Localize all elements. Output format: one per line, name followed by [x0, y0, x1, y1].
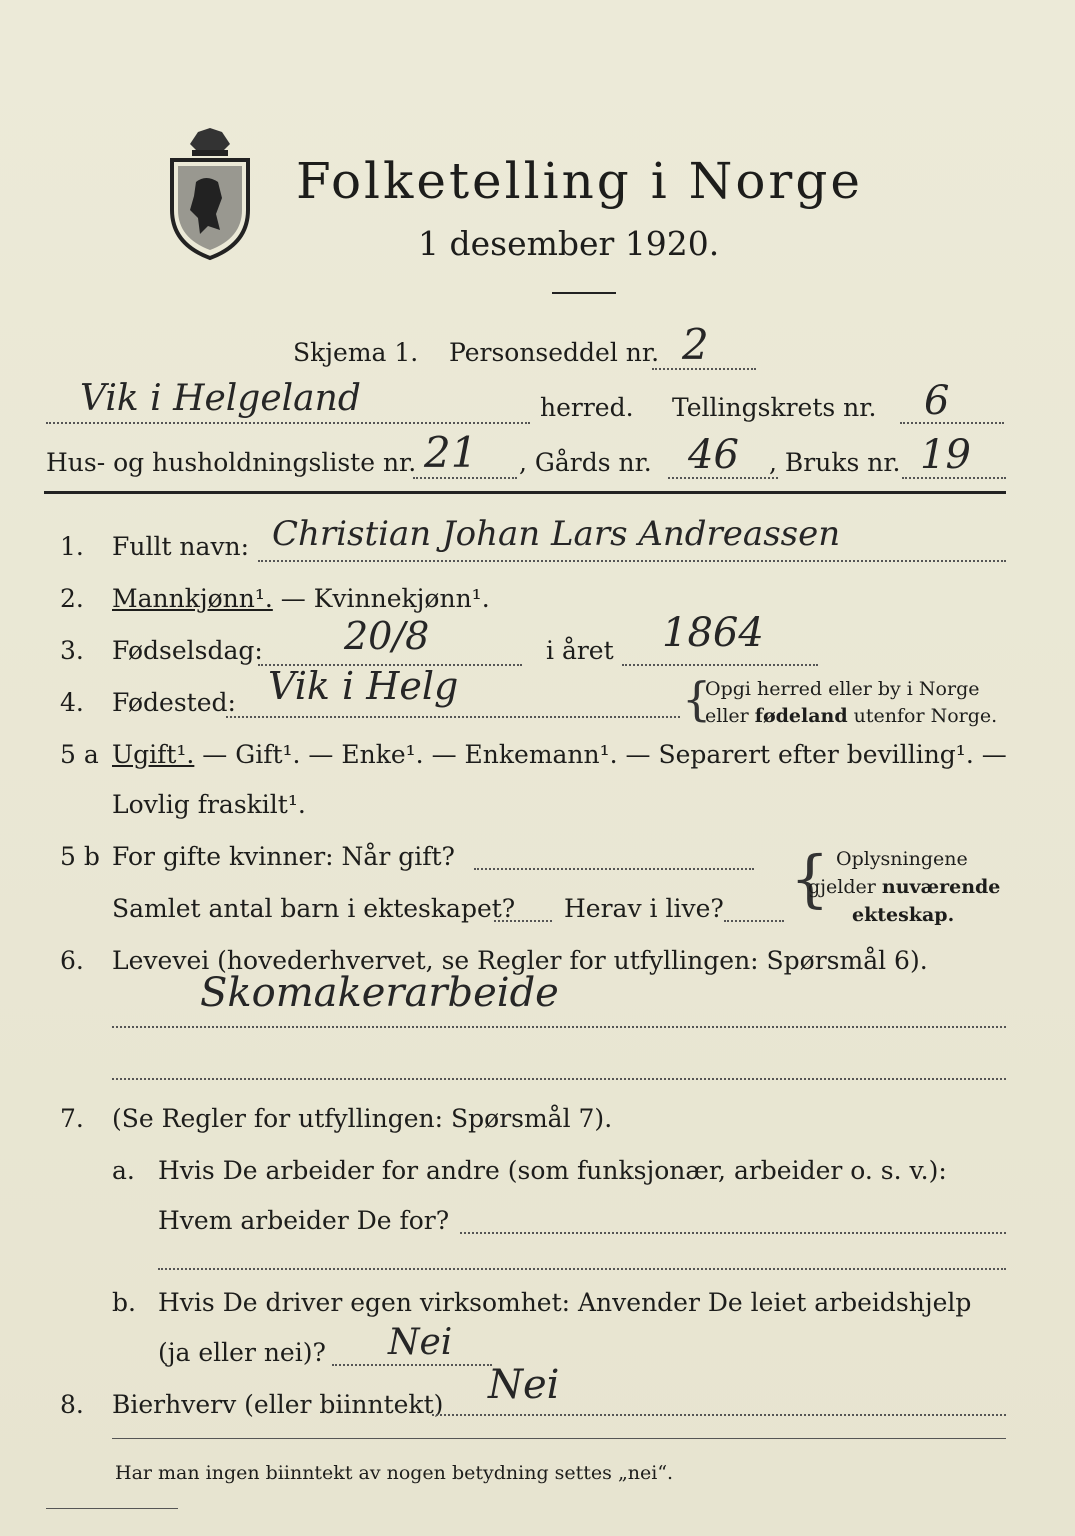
footer-separator: [112, 1438, 1006, 1439]
q4-number: 4.: [60, 688, 84, 717]
q3-label: Fødselsdag:: [112, 636, 263, 665]
employer-line2[interactable]: [158, 1268, 1006, 1270]
q7-number: 7.: [60, 1104, 84, 1133]
q5b-children-label: Samlet antal barn i ekteskapet?: [112, 894, 516, 923]
q8-number: 8.: [60, 1390, 84, 1419]
form-title: Folketelling i Norge: [296, 152, 863, 210]
tellingskrets-line: [900, 422, 1004, 424]
gards-label: , Gårds nr.: [519, 448, 652, 477]
q5b-note-line2: gjelder nuværende: [808, 876, 1001, 898]
q4-label: Fødested:: [112, 688, 236, 717]
year-label: i året: [546, 636, 614, 665]
skjema-label: Skjema 1.: [293, 338, 419, 367]
herred-label: herred.: [540, 393, 634, 422]
form-date: 1 desember 1920.: [418, 224, 720, 263]
option-lovlig-fraskilt[interactable]: Lovlig fraskilt¹.: [112, 790, 306, 819]
tellingskrets-value[interactable]: 6: [924, 378, 950, 424]
personseddel-label: Personseddel nr.: [449, 338, 660, 367]
footer-note: Har man ingen biinntekt av nogen betydning settes „nei“.: [115, 1462, 674, 1484]
q7b-letter: b.: [112, 1288, 136, 1317]
alive-line[interactable]: [724, 920, 784, 922]
q8-label: Bierhverv (eller biinntekt): [112, 1390, 444, 1419]
q2-number: 2.: [60, 584, 84, 613]
gards-value[interactable]: 46: [688, 432, 739, 478]
q7a-line1: Hvis De arbeider for andre (som funksjonær, arbeider o. s. v.):: [158, 1156, 947, 1185]
q4-line: [226, 716, 680, 718]
q5b-number: 5 b: [60, 842, 100, 871]
option-ugift[interactable]: Ugift¹.: [112, 740, 195, 769]
birth-year-value[interactable]: 1864: [662, 610, 764, 656]
husholdning-line: [413, 477, 517, 479]
q4-brace: {: [682, 672, 712, 726]
q1-label: Fullt navn:: [112, 532, 250, 561]
when-married-line[interactable]: [474, 868, 754, 870]
q7a-line2: Hvem arbeider De for?: [158, 1206, 450, 1235]
bruks-label: , Bruks nr.: [769, 448, 901, 477]
full-name-value[interactable]: Christian Johan Lars Andreassen: [272, 514, 841, 554]
q6-number: 6.: [60, 946, 84, 975]
hired-help-line: [332, 1364, 492, 1366]
q8-line: [432, 1414, 1006, 1416]
option-kvinnekjonn[interactable]: Kvinnekjønn¹.: [313, 584, 490, 613]
q5b-note-line1: Oplysningene: [836, 848, 968, 870]
q7b-line2: (ja eller nei)?: [158, 1338, 326, 1367]
footnote-rule: [46, 1508, 178, 1509]
personseddel-value[interactable]: 2: [682, 320, 709, 369]
q6-line1: [112, 1026, 1006, 1028]
children-line[interactable]: [494, 920, 552, 922]
herred-value[interactable]: Vik i Helgeland: [80, 378, 361, 419]
year-line: [622, 664, 818, 666]
q7a-letter: a.: [112, 1156, 135, 1185]
q6-line2[interactable]: [112, 1078, 1006, 1080]
q1-number: 1.: [60, 532, 84, 561]
birthplace-value[interactable]: Vik i Helg: [268, 664, 459, 708]
q4-note-line1: Opgi herred eller by i Norge: [705, 678, 980, 700]
q2-separator: —: [272, 584, 314, 613]
q6-label: Levevei (hovederhvervet, se Regler for utfyllingen: Spørsmål 6).: [112, 946, 928, 975]
employer-line[interactable]: [460, 1232, 1006, 1234]
bruks-value[interactable]: 19: [920, 432, 971, 478]
q5a-options: [112, 740, 1007, 769]
q4-note-line2: eller fødeland utenfor Norge.: [705, 705, 998, 727]
tellingskrets-label: Tellingskrets nr.: [672, 393, 877, 422]
hired-help-value[interactable]: Nei: [388, 1322, 453, 1363]
q5b-note-line3: ekteskap.: [852, 904, 955, 926]
option-marital-others[interactable]: — Gift¹. — Enke¹. — Enkemann¹. — Separert efter bevilling¹. —: [194, 740, 1007, 769]
side-income-value[interactable]: Nei: [488, 1362, 560, 1408]
q3-number: 3.: [60, 636, 84, 665]
birthdate-value[interactable]: 20/8: [344, 614, 430, 658]
option-mannkjonn[interactable]: Mannkjønn¹.: [112, 584, 273, 613]
husholdning-value[interactable]: 21: [424, 428, 478, 477]
header-separator: [44, 491, 1006, 494]
occupation-value[interactable]: Skomakerarbeide: [200, 970, 559, 1016]
q5b-brace: {: [790, 842, 830, 915]
q7b-line1: Hvis De driver egen virksomhet: Anvender De leiet arbeidshjelp: [158, 1288, 972, 1317]
q5b-alive-label: Herav i live?: [564, 894, 724, 923]
q5b-when-married-label: For gifte kvinner: Når gift?: [112, 842, 455, 871]
norwegian-coat-of-arms-icon: [164, 126, 256, 262]
q2-options: [112, 584, 490, 613]
q5a-number: 5 a: [60, 740, 99, 769]
herred-line: [46, 422, 530, 424]
title-divider: [552, 292, 616, 294]
q7-label: (Se Regler for utfyllingen: Spørsmål 7).: [112, 1104, 613, 1133]
q1-line: [258, 560, 1006, 562]
husholdning-label: Hus- og husholdningsliste nr.: [46, 448, 417, 477]
